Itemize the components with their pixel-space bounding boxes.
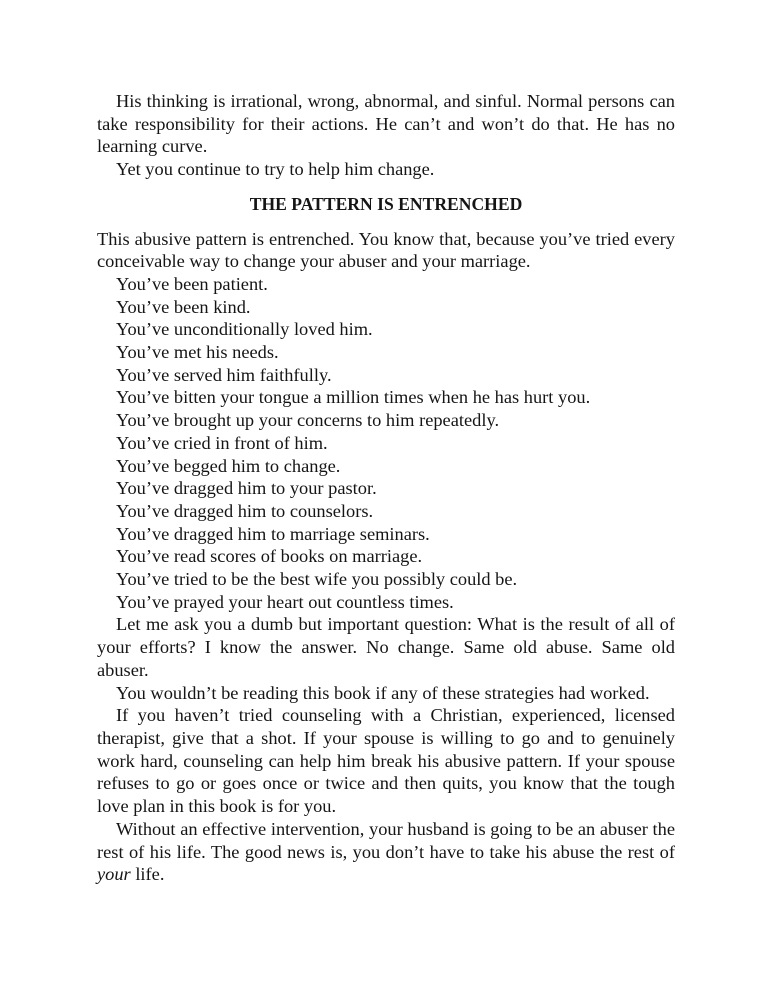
- list-item: You’ve bitten your tongue a million times when he has hurt you.: [116, 387, 591, 408]
- list-item: You’ve brought up your concerns to him repeatedly.: [116, 410, 500, 431]
- list-item: You’ve dragged him to your pastor.: [116, 478, 377, 499]
- paragraph-help-him-change: Yet you continue to try to help him change.: [116, 159, 435, 180]
- list-item: You’ve been patient.: [116, 273, 268, 294]
- list-item: You’ve dragged him to counselors.: [116, 500, 374, 521]
- list-item: You’ve read scores of books on marriage.: [116, 546, 423, 567]
- paragraph-dumb-question: Let me ask you a dumb but important question: What is the result of all of your efforts? I know the answer. No change. Same old abuse. Same old abuser.: [97, 614, 675, 680]
- emphasis-your: your: [97, 864, 131, 885]
- intervention-text-end: life.: [130, 864, 165, 885]
- paragraph-reading-book: You wouldn’t be reading this book if any of these strategies had worked.: [116, 682, 650, 703]
- section-heading: THE PATTERN IS ENTRENCHED: [249, 193, 523, 214]
- list-item: You’ve met his needs.: [116, 342, 279, 363]
- efforts-list: [97, 273, 675, 614]
- list-item: You’ve unconditionally loved him.: [116, 319, 373, 340]
- list-item: You’ve begged him to change.: [116, 455, 341, 476]
- list-item: You’ve cried in front of him.: [116, 432, 328, 453]
- list-item: You’ve dragged him to marriage seminars.: [116, 523, 430, 544]
- paragraph-counseling: If you haven’t tried counseling with a Christian, experienced, licensed therapist, give that a shot. If your spouse is willing to go and to genuinely work hard, counseling can help him break his abusive pattern. If your spouse refuses to go or goes once or twice and then quits, you know that the tough love plan in this book is for you.: [97, 705, 675, 817]
- paragraph-intervention: [97, 818, 675, 886]
- list-item: You’ve prayed your heart out countless times.: [116, 591, 454, 612]
- list-item: You’ve tried to be the best wife you possibly could be.: [116, 569, 518, 590]
- list-item: You’ve been kind.: [116, 296, 251, 317]
- book-page: [97, 90, 675, 886]
- paragraph-pattern-intro: This abusive pattern is entrenched. You know that, because you’ve tried every conceivable way to change your abuser and your marriage.: [97, 228, 675, 272]
- list-item: You’ve served him faithfully.: [116, 364, 332, 385]
- intervention-text-start: Without an effective intervention, your husband is going to be an abuser the rest of his life. The good news is, you don’t have to take his abuse the rest of: [97, 818, 675, 862]
- paragraph-irrational-thinking: His thinking is irrational, wrong, abnormal, and sinful. Normal persons can take responsibility for their actions. He can’t and won’t do that. He has no learning curve.: [97, 91, 675, 157]
